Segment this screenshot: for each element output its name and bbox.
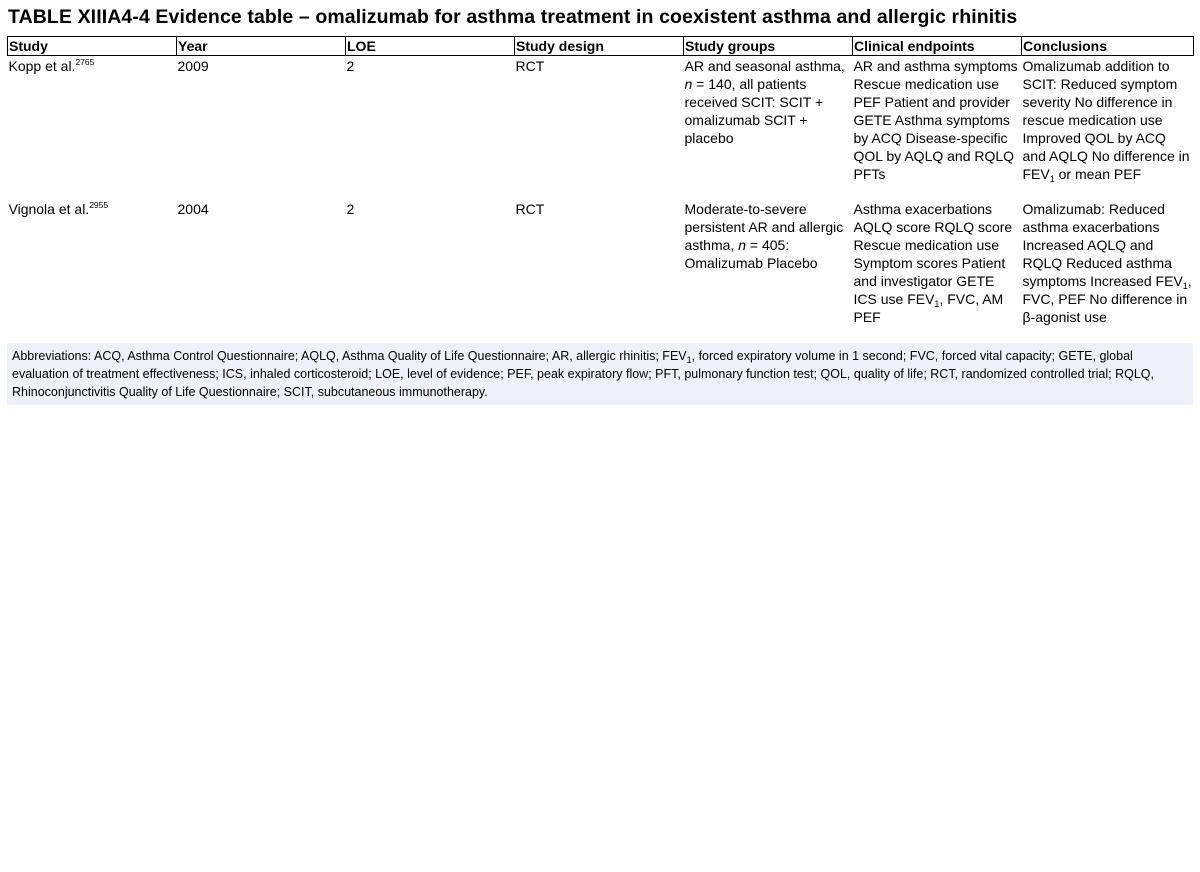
cell-study-groups: AR and seasonal asthma, n = 140, all patients received SCIT: SCIT + omalizumab SCIT + placebo [684, 58, 845, 146]
cell-study-design: RCT [515, 201, 545, 217]
study-name: Vignola et al. [8, 201, 90, 217]
column-header-loe: LOE [346, 37, 515, 56]
study-name: Kopp et al. [8, 58, 76, 74]
cell-clinical-endpoints: Asthma exacerbations AQLQ score RQLQ score Rescue medication use Symptom scores Patient and investigator GETE ICS use $FEV_1$, FVC, AM PEF [853, 201, 1013, 325]
cell-study-groups: Moderate-to-severe persistent AR and allergic asthma, n = 405: Omalizumab Placebo [684, 201, 844, 271]
cell-conclusions: Omalizumab: Reduced asthma exacerbations Increased AQLQ and RQLQ Reduced asthma symptoms Increased $FEV_1$, FVC, PEF No difference in β-agonist use [1022, 201, 1192, 325]
column-header-conclusions: Conclusions [1022, 37, 1194, 56]
cell-loe: 2 [346, 201, 355, 217]
abbreviations-footnote: Abbreviations: ACQ, Asthma Control Questionnaire; AQLQ, Asthma Quality of Life Questionnaire; AR, allergic rhinitis; $FEV_1$, forced expiratory volume in 1 second; FVC, forced vital capacity; GETE, global evaluation of treatment effectiveness; ICS, inhaled corticosteroid; LOE, level of evidence; PEF, peak expiratory flow; PFT, pulmonary function test; QOL, quality of life; RCT, randomized controlled trial; RQLQ, Rhinoconjunctivitis Quality of Life Questionnaire; SCIT, subcutaneous immunotherapy. [7, 343, 1193, 405]
cell-year: 2009 [177, 58, 209, 74]
evidence-table [7, 36, 1194, 340]
column-header-study: Study [8, 37, 177, 56]
table-row [8, 56, 1194, 200]
cell-loe: 2 [346, 58, 355, 74]
table-title: TABLE XIIIA4-4 Evidence table – omalizumab for asthma treatment in coexistent asthma and allergic rhinitis [8, 6, 1018, 28]
table-header-row [8, 37, 1194, 56]
cell-year: 2004 [177, 201, 209, 217]
reference-number: 2955 [89, 200, 109, 210]
cell-conclusions: Omalizumab addition to SCIT: Reduced symptom severity No difference in rescue medication use Improved QOL by ACQ and AQLQ No difference in $FEV_1$ or mean PEF [1022, 58, 1190, 184]
cell-study [8, 199, 177, 340]
cell-study [8, 56, 177, 200]
column-header-clinical-endpoints: Clinical endpoints [853, 37, 1022, 56]
column-header-study-design: Study design [515, 37, 684, 56]
cell-clinical-endpoints: AR and asthma symptoms Rescue medication use PEF Patient and provider GETE Asthma symptoms by ACQ Disease-specific QOL by AQLQ and RQLQ PFTs [853, 58, 1018, 182]
column-header-year: Year [177, 37, 346, 56]
table-row [8, 199, 1194, 340]
cell-study-design: RCT [515, 58, 545, 74]
column-header-study-groups: Study groups [684, 37, 853, 56]
reference-number: 2765 [75, 57, 95, 67]
